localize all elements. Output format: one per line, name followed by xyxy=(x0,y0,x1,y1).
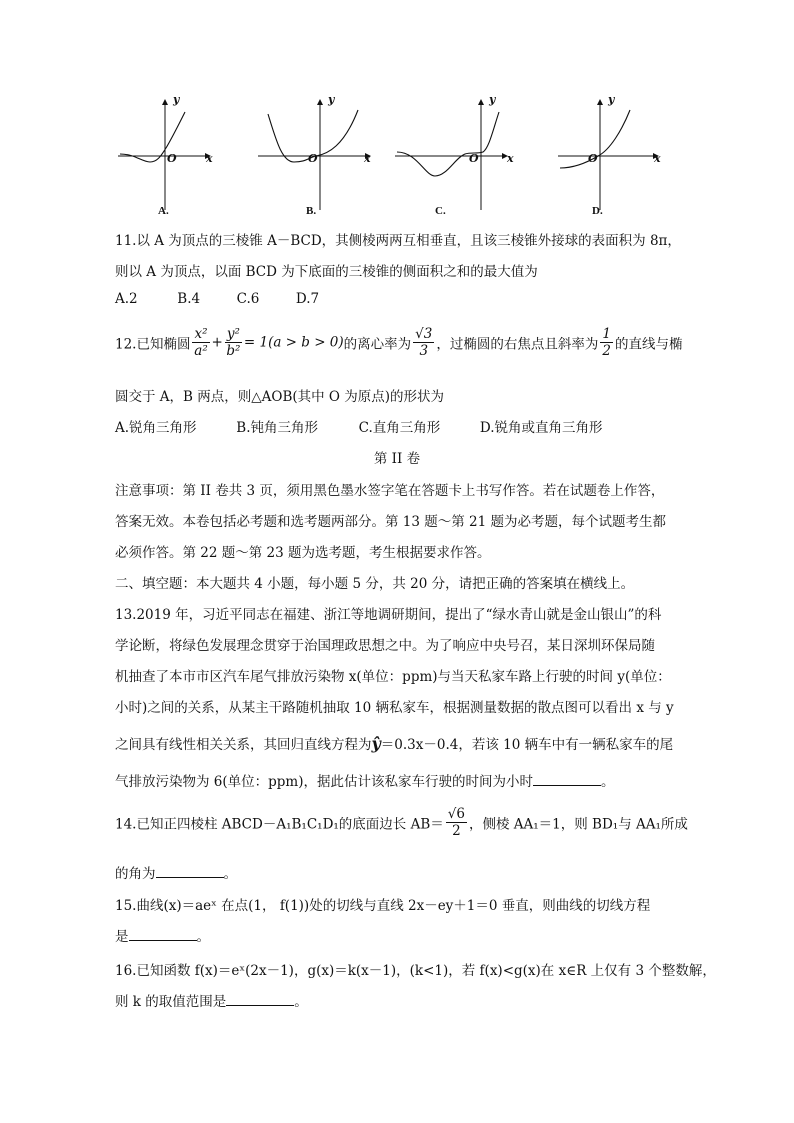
q15-line-2-text: 是 xyxy=(115,929,129,945)
fraction-num: y² xyxy=(226,326,240,342)
origin-label: O xyxy=(308,152,318,165)
graph-c-plot xyxy=(395,90,535,225)
q14-line-1 xyxy=(115,806,688,839)
q13-line-6-text: 气排放污染物为 6(单位：ppm)，据此估计该私家车行驶的时间为小时 xyxy=(115,774,533,790)
part-2-title: 第 II 卷 xyxy=(373,451,421,467)
graph-b-plot xyxy=(258,90,398,225)
q13-line-3: 机抽查了本市市区汽车尾气排放污染物 x(单位：ppm)与当天私家车路上行驶的时间 y(单位： xyxy=(115,669,671,685)
q13-line-4: 小时)之间的关系，从某主干路随机抽取 10 辆私家车，根据测量数据的散点图可以看出 x 与 y xyxy=(115,700,674,716)
q13-line-6-end: 。 xyxy=(601,774,615,790)
fraction-num: √3 xyxy=(415,326,433,342)
q11-option-d: D.7 xyxy=(295,291,320,307)
graph-label: B. xyxy=(306,205,317,217)
q16-end: 。 xyxy=(294,994,308,1010)
q11-option-a: A.2 xyxy=(115,291,138,307)
q11-options xyxy=(115,291,319,307)
part-2-note-2: 答案无效。本卷包括必考题和选考题两部分。第 13 题～第 21 题为必考题，每个试题考生都 xyxy=(115,514,667,530)
fraction-num: x² xyxy=(194,326,208,342)
q14-answer-blank[interactable] xyxy=(156,865,224,878)
x-axis-label: x xyxy=(507,152,514,165)
q13-line-5 xyxy=(115,733,673,753)
q14-line-2 xyxy=(115,862,237,882)
q13-line-2: 学论断，将绿色发展理念贯穿于治国理政思想之中。为了响应中央号召，某日深圳环保局随 xyxy=(115,638,655,654)
fraction-den: 2 xyxy=(602,343,611,359)
q13-answer-blank[interactable] xyxy=(533,773,601,786)
q16-line-2-text: 则 k 的取值范围是 xyxy=(115,994,227,1010)
fraction-den: a² xyxy=(194,343,208,359)
q12-fraction-y xyxy=(225,326,242,359)
q13-line-5-b: ＝0.3x－0.4，若该 10 辆车中有一辆私家车的尾 xyxy=(380,737,674,753)
graph-label: A. xyxy=(158,205,169,217)
q12-option-b: B.钝角三角形 xyxy=(236,420,319,436)
q12-line-2: 圆交于 A，B 两点，则△AOB(其中 O 为原点)的形状为 xyxy=(115,389,445,405)
x-axis-label: x xyxy=(206,152,213,165)
origin-label: O xyxy=(469,152,479,165)
q12-condition: = 1(a > b > 0) xyxy=(243,334,344,351)
q12-post: 的直线与椭 xyxy=(614,336,683,353)
q14-pre: 14.已知正四棱柱 ABCD－A₁B₁C₁D₁的底面边长 AB＝ xyxy=(115,816,444,833)
q12-option-c: C.直角三角形 xyxy=(358,420,441,436)
q11-option-b: B.4 xyxy=(177,291,201,307)
q14-end: 。 xyxy=(223,866,237,882)
graph-d xyxy=(530,90,670,225)
y-axis-label: y xyxy=(173,93,180,106)
fraction-num: √6 xyxy=(447,806,465,822)
q12-options xyxy=(115,416,603,436)
part-2-note-1: 注意事项：第 II 卷共 3 页，须用黑色墨水签字笔在答题卡上书写作答。若在试题卷上作答， xyxy=(115,483,665,499)
y-hat: ŷ xyxy=(371,734,381,753)
q15-line-2 xyxy=(115,925,210,945)
q13-line-1: 13.2019 年，习近平同志在福建、浙江等地调研期间，提出了“绿水青山就是金山银山”的科 xyxy=(115,607,662,623)
q12-mid: 的离心率为 xyxy=(343,336,412,353)
q12-option-a: A.锐角三角形 xyxy=(115,420,197,436)
q12-option-d: D.锐角或直角三角形 xyxy=(479,420,603,436)
function-graphs xyxy=(110,90,670,225)
origin-label: O xyxy=(167,152,177,165)
x-axis-label: x xyxy=(654,152,661,165)
q12-line-1 xyxy=(115,326,682,359)
part-2-note-3: 必须作答。第 22 题～第 23 题为选考题，考生根据要求作答。 xyxy=(115,545,491,561)
q12-pre: 12.已知椭圆 xyxy=(115,336,191,353)
fraction-num: 1 xyxy=(602,326,611,342)
graph-a xyxy=(110,90,250,225)
q15-end: 。 xyxy=(196,929,210,945)
fraction-den: b² xyxy=(226,343,241,359)
graph-label: D. xyxy=(592,205,603,217)
q16-answer-blank[interactable] xyxy=(226,993,294,1006)
q12-mid2: ，过椭圆的右焦点且斜率为 xyxy=(436,336,599,353)
q15-answer-blank[interactable] xyxy=(129,928,197,941)
y-axis-label: y xyxy=(608,93,615,106)
q14-post: ，侧棱 AA₁＝1，则 BD₁与 AA₁所成 xyxy=(468,816,688,833)
q16-line-1: 16.已知函数 f(x)＝eˣ(2x－1)，g(x)＝k(x－1)，(k<1)，若 f(x)<g(x)在 x∈R 上仅有 3 个整数解， xyxy=(115,963,716,979)
q16-line-2 xyxy=(115,990,308,1010)
y-axis-label: y xyxy=(489,93,496,106)
q11-line-2: 则以 A 为顶点，以面 BCD 为下底面的三棱锥的侧面积之和的最大值为 xyxy=(115,264,538,280)
q13-line-5-a: 之间具有线性相关关系，其回归直线方程为 xyxy=(115,737,372,753)
q11-option-c: C.6 xyxy=(236,291,260,307)
fraction-den: 3 xyxy=(419,343,429,359)
q13-line-6 xyxy=(115,770,615,790)
origin-label: O xyxy=(588,152,598,165)
fraction-den: 2 xyxy=(452,823,461,839)
q12-slope xyxy=(600,326,613,359)
y-axis-label: y xyxy=(328,93,335,106)
x-axis-label: x xyxy=(364,152,371,165)
q11-line-1: 11.以 A 为顶点的三棱锥 A－BCD，其侧棱两两互相垂直，且该三棱锥外接球的表面积为 8π， xyxy=(115,233,681,249)
q15-line-1: 15.曲线(x)＝aeˣ 在点(1， f(1))处的切线与直线 2x－ey＋1＝0 垂直，则曲线的切线方程 xyxy=(115,898,651,914)
q14-line-2-text: 的角为 xyxy=(115,866,156,882)
graph-b xyxy=(258,90,398,225)
graph-label: C. xyxy=(435,205,446,217)
graph-c xyxy=(395,90,535,225)
section-heading: 二、填空题：本大题共 4 小题，每小题 5 分，共 20 分，请把正确的答案填在横线上。 xyxy=(115,576,635,592)
q14-fraction xyxy=(446,806,467,839)
graph-a-plot xyxy=(110,90,250,225)
plus-sign: + xyxy=(211,334,223,351)
q12-eccentricity xyxy=(413,326,434,359)
q12-fraction-x xyxy=(192,326,209,359)
